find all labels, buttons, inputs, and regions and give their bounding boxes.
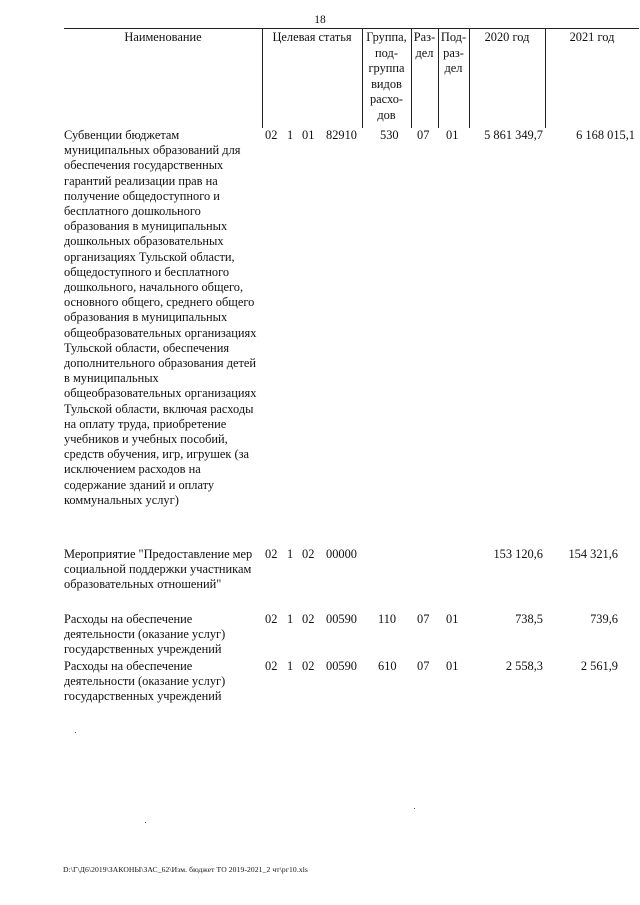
subsection-code: 01 [446, 612, 459, 626]
target-code-subprogram: 1 [287, 659, 294, 673]
section-code: 07 [417, 612, 430, 626]
target-code-event: 02 [302, 547, 315, 561]
target-code-event: 01 [302, 128, 315, 142]
value-2020: 5 861 349,7 [484, 128, 543, 142]
section-code: 07 [417, 659, 430, 673]
target-code-program: 02 [265, 659, 278, 673]
header-top-border [64, 28, 639, 29]
target-code-subprogram: 1 [287, 547, 294, 561]
target-code-event: 02 [302, 612, 315, 626]
header-subsection: Под- раз- дел [440, 30, 467, 75]
header-section: Раз- дел [413, 30, 436, 60]
row-name: Расходы на обеспечение деятельности (оказание услуг) государственных учреждений [64, 659, 226, 704]
header-group: Группа, под- группа видов расхо- дов [366, 30, 407, 122]
value-2020: 2 558,3 [505, 659, 543, 673]
group-code: 530 [380, 128, 399, 142]
target-code-program: 02 [265, 612, 278, 626]
row-name: Субвенции бюджетам муниципальных образований для обеспечения государственных гарантий реализации прав на получение общедоступного и бесплатного дошкольного образования в муниципальных дошкольных образовательных организациях Тульской области, общедоступного и бесплатного дошкольного, начального общего, основного общего, среднего общего образования в муниципальных общеобразовательных организациях Тульской области, обеспечения дополнительного образования детей в муниципальных общеобразовательных организациях Тульской области, включая расходы на оплату труда, приобретение учебников и учебных пособий, средств обучения, игр, игрушек (за исключением расходов на содержание зданий и оплату коммунальных услуг) [64, 128, 257, 507]
page-number: 18 [314, 14, 326, 26]
value-2020: 153 120,6 [493, 547, 543, 561]
header-2020: 2020 год [484, 30, 530, 44]
file-path-footer: D:\Г\Д6\2019\ЗАКОНЫ\ЗАС_62\Изм. бюджет ТО 2019-2021_2 чт\рг10.xls [63, 865, 308, 874]
target-code-direction: 00590 [326, 659, 357, 673]
scan-speck [414, 808, 415, 809]
header-2021: 2021 год [569, 30, 615, 44]
group-code: 110 [378, 612, 397, 626]
row-name: Расходы на обеспечение деятельности (оказание услуг) государственных учреждений [64, 612, 226, 657]
scan-speck [75, 732, 76, 733]
subsection-code: 01 [446, 128, 459, 142]
target-code-subprogram: 1 [287, 612, 294, 626]
target-code-event: 02 [302, 659, 315, 673]
target-code-direction: 82910 [326, 128, 357, 142]
subsection-code: 01 [446, 659, 459, 673]
target-code-direction: 00000 [326, 547, 357, 561]
value-2021: 154 321,6 [568, 547, 618, 561]
target-code-program: 02 [265, 128, 278, 142]
header-name: Наименование [124, 30, 202, 44]
section-code: 07 [417, 128, 430, 142]
target-code-subprogram: 1 [287, 128, 294, 142]
value-2021: 739,6 [590, 612, 618, 626]
target-code-direction: 00590 [326, 612, 357, 626]
value-2020: 738,5 [515, 612, 543, 626]
target-code-program: 02 [265, 547, 278, 561]
header-target: Целевая статья [272, 30, 352, 44]
value-2021: 6 168 015,1 [576, 128, 635, 142]
row-name: Мероприятие "Предоставление мер социальной поддержки участникам образовательных отношений" [64, 547, 253, 592]
value-2021: 2 561,9 [580, 659, 618, 673]
scan-speck [145, 822, 146, 823]
group-code: 610 [378, 659, 397, 673]
